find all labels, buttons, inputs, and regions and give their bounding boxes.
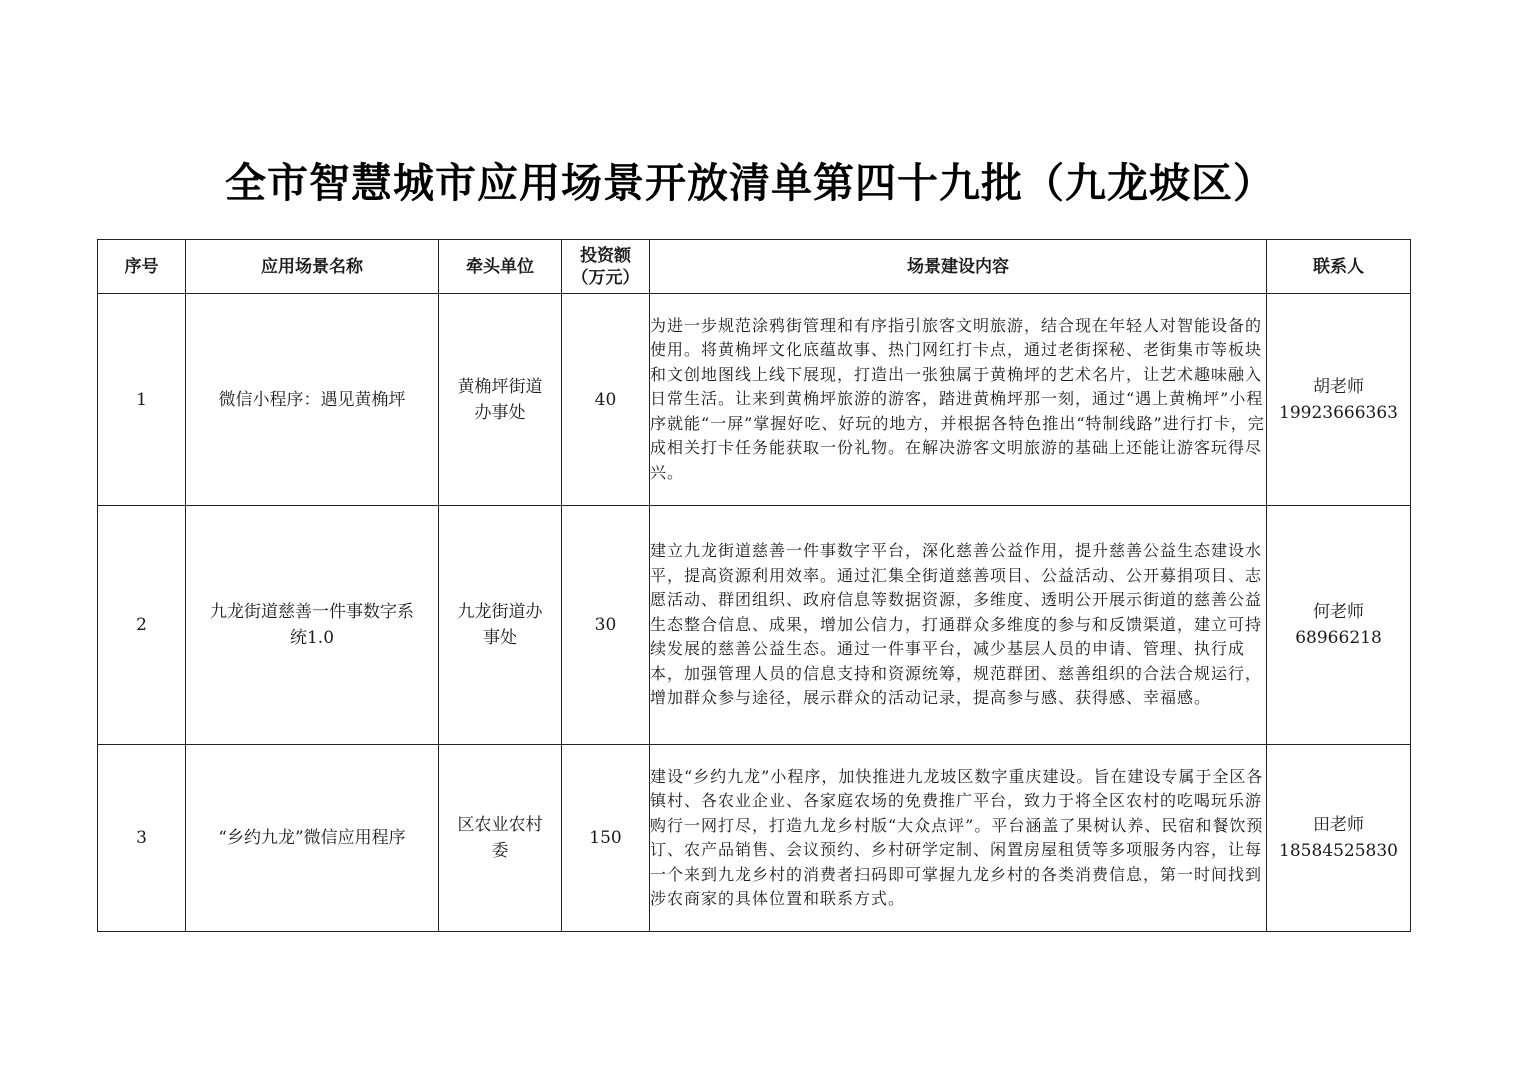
lead-unit-line1: 区农业农村 (457, 815, 543, 835)
row-lead-unit (439, 745, 562, 932)
header-index: 序号 (98, 240, 186, 294)
header-contact: 联系人 (1267, 240, 1411, 294)
row-investment: 40 (562, 294, 650, 506)
header-investment (562, 240, 650, 294)
table-row (98, 294, 1411, 506)
row-index: 1 (98, 294, 186, 506)
row-scenario-name (186, 506, 439, 745)
table-header-row (98, 240, 1411, 294)
row-lead-unit (439, 294, 562, 506)
table-row (98, 745, 1411, 932)
contact-name: 田老师 (1313, 815, 1364, 835)
contact-name: 何老师 (1313, 602, 1364, 622)
row-investment: 30 (562, 506, 650, 745)
contact-phone: 19923666363 (1279, 402, 1398, 423)
row-content: 为进一步规范涂鸦街管理和有序指引旅客文明旅游，结合现在年轻人对智能设备的使用。将黄桷坪文化底蕴故事、热门网红打卡点，通过老街探秘、老街集市等板块和文创地图线上线下展现，打造出一张独属于黄桷坪的艺术名片，让艺术趣味融入日常生活。让来到黄桷坪旅游的游客，踏进黄桷坪那一刻，通过“遇上黄桷坪”小程序就能“一屏”掌握好吃、好玩的地方，并根据各特色推出“特制线路”进行打卡，完成相关打卡任务能获取一份礼物。在解决游客文明旅游的基础上还能让游客玩得尽兴。 (650, 294, 1267, 506)
row-scenario-name: 微信小程序：遇见黄桷坪 (186, 294, 439, 506)
header-lead-unit: 牵头单位 (439, 240, 562, 294)
document-title: 全市智慧城市应用场景开放清单第四十九批（九龙坡区） (225, 159, 1275, 207)
table-row (98, 506, 1411, 745)
scenario-list-table (97, 239, 1411, 932)
row-lead-unit (439, 506, 562, 745)
contact-name: 胡老师 (1313, 376, 1364, 397)
scenario-name-line1: 九龙街道慈善一件事数字系 (210, 602, 414, 622)
lead-unit-line2: 委 (491, 841, 509, 861)
row-content: 建设“乡约九龙”小程序，加快推进九龙坡区数字重庆建设。旨在建设专属于全区各镇村、各农业企业、各家庭农场的免费推广平台，致力于将全区农村的吃喝玩乐游购行一网打尽，打造九龙乡村版“大众点评”。平台涵盖了果树认养、民宿和餐饮预订、农产品销售、会议预约、乡村研学定制、闲置房屋租赁等多项服务内容，让每一个来到九龙乡村的消费者扫码即可掌握九龙乡村的各类消费信息，第一时间找到涉农商家的具体位置和联系方式。 (650, 745, 1267, 932)
row-contact (1267, 506, 1411, 745)
contact-phone: 18584525830 (1279, 841, 1398, 861)
scenario-name-line2: 统1.0 (289, 628, 335, 648)
lead-unit-line1: 黄桷坪街道 (457, 376, 543, 397)
row-index: 2 (98, 506, 186, 745)
header-investment-line1: 投资额 (580, 245, 631, 266)
row-content: 建立九龙街道慈善一件事数字平台，深化慈善公益作用，提升慈善公益生态建设水平，提高资源利用效率。通过汇集全街道慈善项目、公益活动、公开募捐项目、志愿活动、群团组织、政府信息等数据资源，多维度、透明公开展示街道的慈善公益生态整合信息、成果，增加公信力，打通群众多维度的参与和反馈渠道，建立可持续发展的慈善公益生态。通过一件事平台，减少基层人员的申请、管理、执行成本，加强管理人员的信息支持和资源统筹，规范群团、慈善组织的合法合规运行，增加群众参与途径，展示群众的活动记录，提高参与感、获得感、幸福感。 (650, 506, 1267, 745)
row-scenario-name: “乡约九龙”微信应用程序 (186, 745, 439, 932)
header-name: 应用场景名称 (186, 240, 439, 294)
row-contact (1267, 745, 1411, 932)
row-investment: 150 (562, 745, 650, 932)
row-contact (1267, 294, 1411, 506)
row-index: 3 (98, 745, 186, 932)
header-investment-line2: （万元） (571, 267, 640, 288)
lead-unit-line2: 事处 (483, 628, 517, 648)
lead-unit-line1: 九龙街道办 (457, 602, 543, 622)
header-content: 场景建设内容 (650, 240, 1267, 294)
lead-unit-line2: 办事处 (474, 402, 526, 423)
contact-phone: 68966218 (1295, 628, 1382, 648)
